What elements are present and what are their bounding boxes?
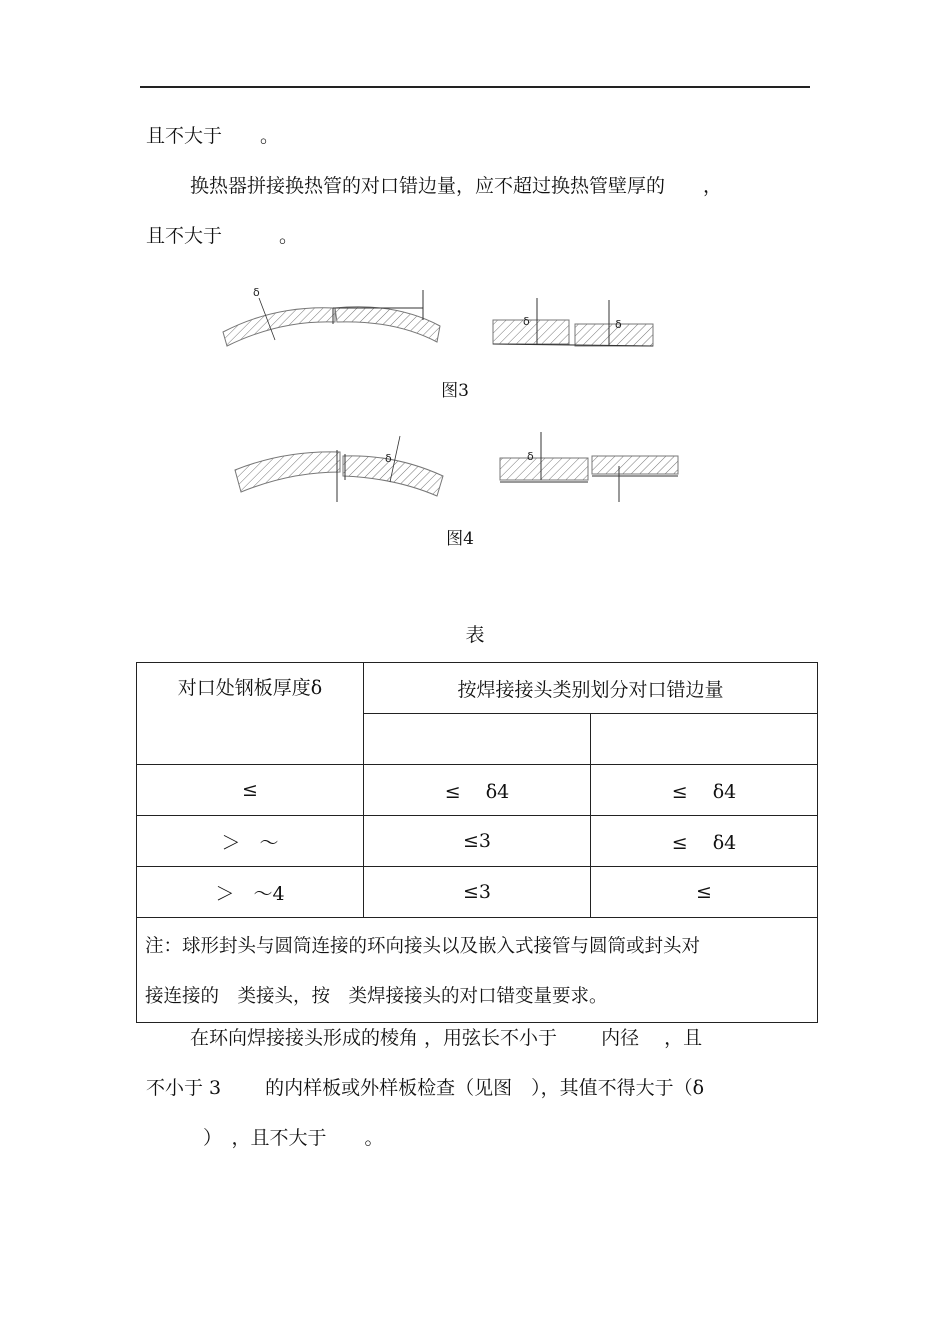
header-thickness	[137, 663, 364, 765]
figure-3-caption: 图3	[441, 381, 469, 401]
row-2-thickness: ＞ ～	[137, 816, 364, 867]
table-note-line-1: 注：球形封头与圆筒连接的环向接头以及嵌入式接管与圆筒或封头对	[145, 936, 701, 957]
paragraph-2-line-3: ） ，且不大于 。	[146, 1127, 384, 1149]
figure-4-delta-label-2: δ	[527, 450, 534, 463]
row-1-thickness: ≤	[137, 765, 364, 816]
misalignment-table	[136, 662, 818, 1023]
header-thickness-label: 对口处钢板厚度δ	[177, 677, 323, 699]
figure-4-delta-label-1: δ	[385, 452, 392, 465]
subheader-category-b	[591, 714, 818, 765]
row-2-category-b: ≤ δ4	[591, 816, 818, 867]
table-note-line-2: 接连接的 类接头，按 类焊接接头的对口错变量要求。	[145, 986, 608, 1007]
header-joint-category: 按焊接接头类别划分对口错边量	[364, 663, 818, 714]
figure-4-drawing	[225, 430, 685, 510]
paragraph-2-line-2: 不小于 3 的内样板或外样板检查（见图 ），其值不得大于（δ	[146, 1077, 705, 1099]
header-rule	[140, 86, 810, 88]
figure-3-delta-label-3: δ	[615, 318, 622, 331]
figure-3-delta-label-2: δ	[523, 315, 530, 328]
row-2-category-a: ≤3	[364, 816, 591, 867]
figure-4-caption: 图4	[446, 529, 474, 549]
subheader-category-a	[364, 714, 591, 765]
row-3-category-a: ≤3	[364, 867, 591, 918]
row-3-category-b: ≤	[591, 867, 818, 918]
paragraph-2-line-1: 在环向焊接接头形成的棱角 ，用弦长不小于 内径 ，且	[171, 1027, 703, 1049]
table-note	[137, 918, 818, 1023]
figure-3-drawing	[215, 280, 665, 360]
table-row	[137, 867, 818, 918]
table-row	[137, 765, 818, 816]
row-3-thickness: ＞ ～4	[137, 867, 364, 918]
paragraph-1-line-2: 换热器拼接换热管的对口错边量，应不超过换热管壁厚的 ，	[171, 175, 723, 197]
paragraph-1-line-3: 且不大于 。	[146, 225, 299, 247]
table-title: 表	[465, 624, 485, 646]
table-row	[137, 816, 818, 867]
row-1-category-b: ≤ δ4	[591, 765, 818, 816]
row-1-category-a: ≤ δ4	[364, 765, 591, 816]
figure-3-delta-label-1: δ	[253, 286, 260, 299]
paragraph-1-line-1: 且不大于 。	[146, 125, 280, 147]
